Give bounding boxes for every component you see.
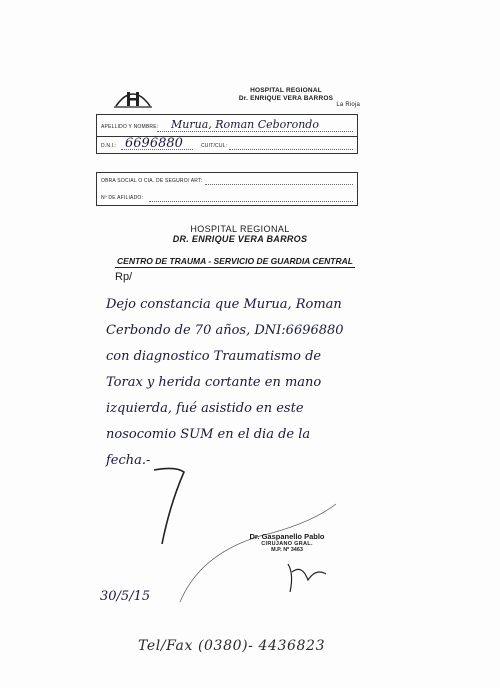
certificate-date: 30/5/15 (100, 589, 151, 604)
patient-form (96, 84, 358, 206)
dni-value: 6696880 (125, 136, 183, 151)
form-hospital-header (206, 87, 366, 110)
form-hospital-line3: La Rioja (336, 102, 360, 108)
footer-telephone: Tel/Fax (0380)- 4436823 (138, 638, 326, 654)
rx-hospital-line2: DR. ENRIQUE VERA BARROS (172, 234, 308, 244)
rx-service-guard: SERVICIO DE GUARDIA CENTRAL (213, 256, 353, 266)
obra-social-label: OBRA SOCIAL O CIA. DE SEGURO/ ART: (101, 178, 203, 184)
doctor-mp: M.P. Nº 3463 (271, 547, 303, 553)
dni-label: D.N.I.: (101, 143, 117, 149)
doctor-title: CIRUJANO GRAL. (261, 541, 313, 547)
apellido-row (96, 114, 358, 136)
rx-mark: Rp/ (115, 271, 133, 283)
afiliado-label: Nº DE AFILIADO: (101, 195, 144, 201)
prescription-header (117, 224, 353, 266)
dni-row (96, 136, 358, 154)
doctor-name: Dr. Gaspanello Pablo (249, 532, 325, 541)
obra-social-box (96, 172, 358, 206)
cuit-label: CUIT/CUL: (201, 143, 228, 149)
hospital-logo-icon (114, 86, 152, 108)
rx-service-center: CENTRO DE TRAUMA - (117, 256, 214, 266)
rx-hospital-line1: HOSPITAL REGIONAL (190, 224, 290, 234)
prescription-sheet (100, 214, 362, 624)
apellido-label: APELLIDO Y NOMBRE: (101, 124, 159, 130)
apellido-value: Murua, Roman Ceborondo (171, 118, 319, 131)
doctor-stamp (232, 532, 342, 553)
form-hospital-line1: HOSPITAL REGIONAL (250, 87, 322, 94)
rx-service-line (115, 256, 355, 268)
certificate-text: Dejo constancia que Murua, Roman Cerbondo de 70 años, DNI:6696880 con diagnostico Traumatismo de Torax y herida cortante en mano izquierda, fué asistido en este nosocomio SUM en el dia de la fecha.- (106, 297, 344, 468)
form-hospital-line2: Dr. ENRIQUE VERA BARROS (238, 94, 334, 102)
